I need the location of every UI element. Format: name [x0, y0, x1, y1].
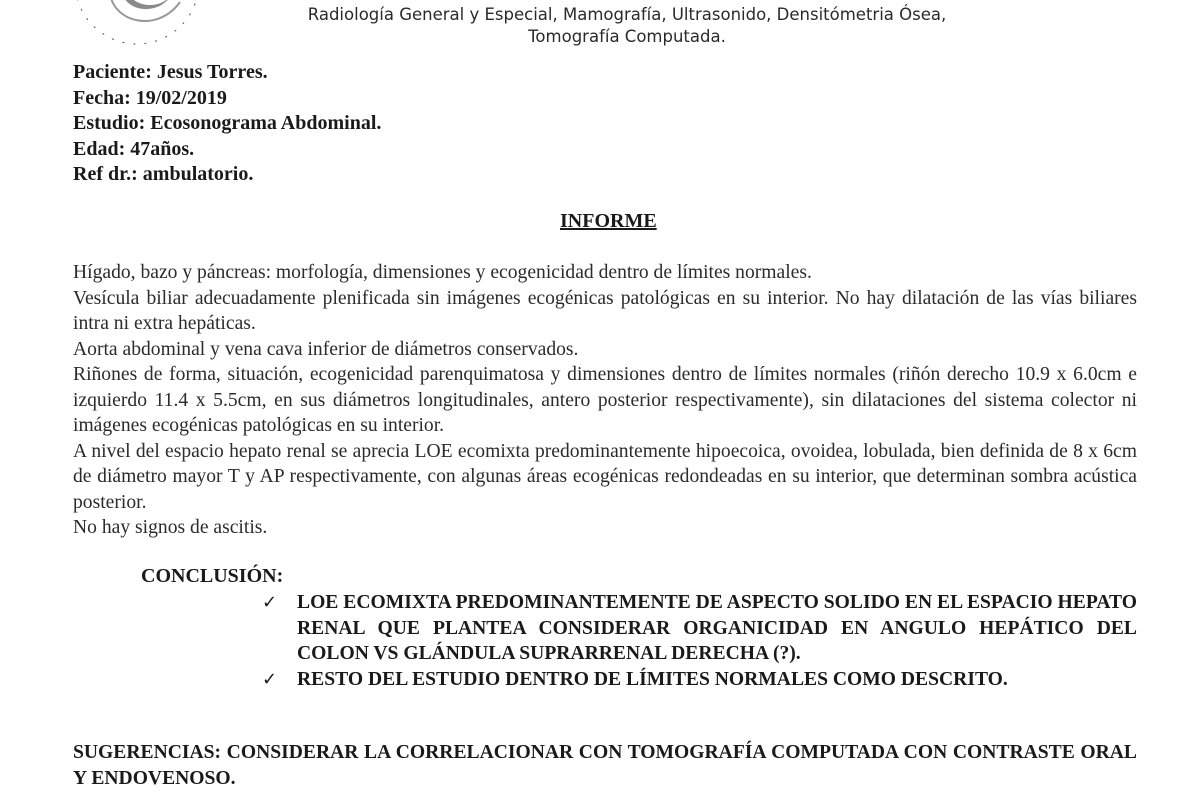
- report-paragraph: Aorta abdominal y vena cava inferior de diámetros conservados.: [73, 338, 579, 360]
- study-type: Estudio: Ecosonograma Abdominal.: [73, 112, 382, 134]
- checkmark-icon: ✓: [262, 592, 278, 613]
- patient-info: [73, 60, 381, 188]
- conclusion-item: [262, 667, 1137, 693]
- clinic-services: Radiología General y Especial, Mamografía, Ultrasonido, Densitómetria Ósea, Tomografía Computada.: [307, 5, 947, 46]
- report-date: Fecha: 19/02/2019: [73, 86, 227, 109]
- referring-doctor: Ref dr.: ambulatorio.: [73, 163, 254, 185]
- report-paragraph: Hígado, bazo y páncreas: morfología, dimensiones y ecogenicidad dentro de límites normales.: [73, 262, 812, 283]
- patient-name: Paciente: Jesus Torres.: [73, 61, 268, 83]
- circular-clinic-logo-icon: [62, 0, 212, 62]
- clinic-logo: [62, 0, 212, 62]
- conclusion-text: RESTO DEL ESTUDIO DENTRO DE LÍMITES NORMALES COMO DESCRITO.: [297, 668, 1008, 690]
- report-paragraph: A nivel del espacio hepato renal se aprecia LOE ecomixta predominantemente hipoecoica, ovoidea, lobulada, bien definida de 8 x 6cm de diámetro mayor T y AP respectivamente, con algunas áreas ecogénicas redondeadas en su interior, que determinan sombra acústica posterior.: [73, 440, 1137, 513]
- conclusion-text: LOE ECOMIXTA PREDOMINANTEMENTE DE ASPECTO SOLIDO EN EL ESPACIO HEPATO RENAL QUE PLANTEA CONSIDERAR ORGANICIDAD EN ANGULO HEPÁTICO DEL COLON VS GLÁNDULA SUPRARRENAL DERECHA (?).: [297, 592, 1137, 664]
- conclusion-item: [262, 590, 1137, 667]
- checkmark-icon: ✓: [262, 668, 278, 690]
- patient-age: Edad: 47años.: [73, 137, 195, 160]
- conclusion-list: [262, 590, 1137, 692]
- report-body: [73, 260, 1137, 541]
- report-paragraph: Vesícula biliar adecuadamente plenificada sin imágenes ecogénicas patológicas en su interior. No hay dilatación de las vías biliares intra ni extra hepáticas.: [73, 287, 1137, 334]
- report-title: INFORME: [560, 210, 657, 232]
- report-paragraph: Riñones de forma, situación, ecogenicidad parenquimatosa y dimensiones dentro de límites normales (riñón derecho 10.9 x 6.0cm e izquierdo 11.4 x 5.5cm, en sus diámetros longitudinales, antero posterior respectivamente), sin dilataciones del sistema colector ni imágenes ecogénicas patológicas en su interior.: [73, 364, 1137, 436]
- conclusion-heading: CONCLUSIÓN:: [141, 565, 284, 587]
- report-paragraph: No hay signos de ascitis.: [73, 517, 268, 538]
- suggestions: SUGERENCIAS: CONSIDERAR LA CORRELACIONAR CON TOMOGRAFÍA COMPUTADA CON CONTRASTE ORAL Y ENDOVENOSO.: [73, 742, 1137, 789]
